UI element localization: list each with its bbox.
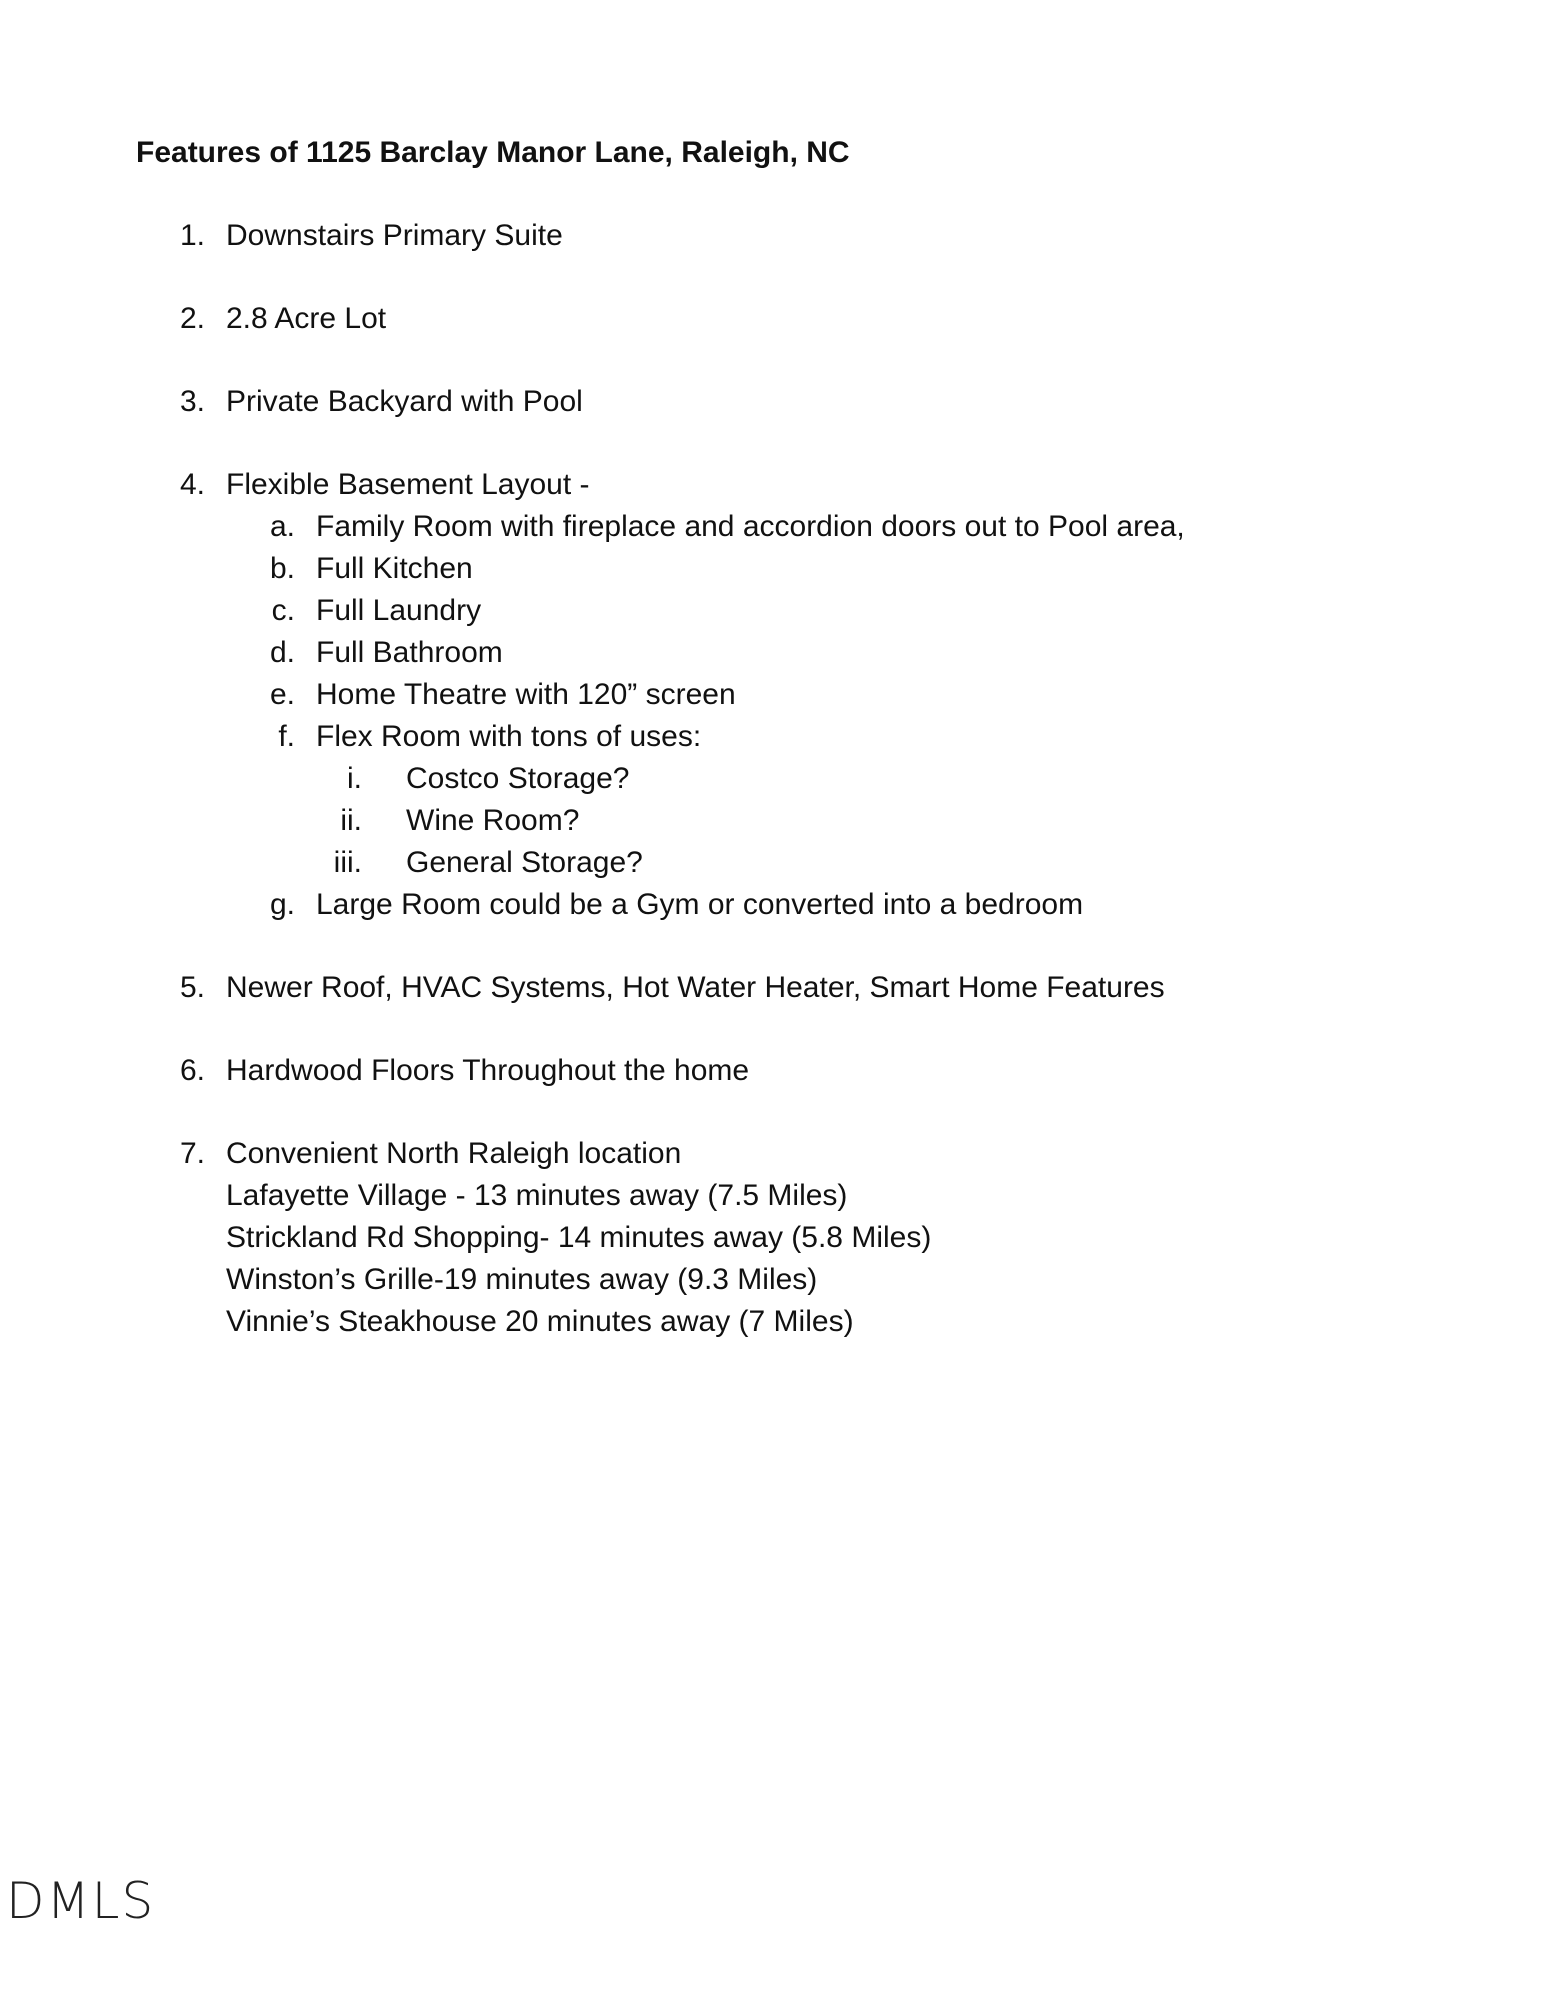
sublist-item: Home Theatre with 120” screen <box>316 678 736 711</box>
subsublist-item: Wine Room? <box>406 804 580 837</box>
location-line: Strickland Rd Shopping- 14 minutes away (5.8 Miles) <box>226 1221 932 1254</box>
sublist-marker: d. <box>269 636 295 669</box>
list-item: 2.8 Acre Lot <box>226 302 387 335</box>
sublist-marker: e. <box>269 678 295 711</box>
subsublist-marker: iii. <box>333 846 362 879</box>
location-line: Lafayette Village - 13 minutes away (7.5 Miles) <box>226 1179 848 1212</box>
document-title: Features of 1125 Barclay Manor Lane, Raleigh, NC <box>136 136 850 169</box>
list-marker: 5. <box>179 971 205 1004</box>
list-marker: 7. <box>179 1137 205 1170</box>
sublist-marker: a. <box>269 510 295 543</box>
subsublist-item: General Storage? <box>406 846 643 879</box>
list-item: Newer Roof, HVAC Systems, Hot Water Heater, Smart Home Features <box>226 971 1165 1004</box>
list-marker: 3. <box>179 385 205 418</box>
list-item: Flexible Basement Layout - <box>226 468 590 501</box>
subsublist-marker: ii. <box>340 804 362 837</box>
dmls-logo: DMLS <box>6 1872 156 1930</box>
sublist-item: Large Room could be a Gym or converted into a bedroom <box>316 888 1084 921</box>
list-item: Private Backyard with Pool <box>226 385 583 418</box>
subsublist-marker: i. <box>347 762 362 795</box>
sublist-item: Full Laundry <box>316 594 482 627</box>
subsublist-item: Costco Storage? <box>406 762 630 795</box>
list-item: Downstairs Primary Suite <box>226 219 563 252</box>
sublist-item: Family Room with fireplace and accordion doors out to Pool area, <box>316 510 1185 543</box>
list-marker: 4. <box>179 468 205 501</box>
sublist-item: Full Kitchen <box>316 552 473 585</box>
list-marker: 2. <box>179 302 205 335</box>
location-line: Winston’s Grille-19 minutes away (9.3 Miles) <box>226 1263 818 1296</box>
list-item: Hardwood Floors Throughout the home <box>226 1054 750 1087</box>
sublist-marker: f. <box>278 720 295 753</box>
list-marker: 6. <box>179 1054 205 1087</box>
list-item: Convenient North Raleigh location <box>226 1137 682 1170</box>
sublist-item: Full Bathroom <box>316 636 503 669</box>
sublist-marker: g. <box>269 888 295 921</box>
sublist-marker: c. <box>271 594 295 627</box>
sublist-marker: b. <box>269 552 295 585</box>
list-marker: 1. <box>179 219 205 252</box>
sublist-item: Flex Room with tons of uses: <box>316 720 702 753</box>
location-line: Vinnie’s Steakhouse 20 minutes away (7 Miles) <box>226 1305 854 1338</box>
